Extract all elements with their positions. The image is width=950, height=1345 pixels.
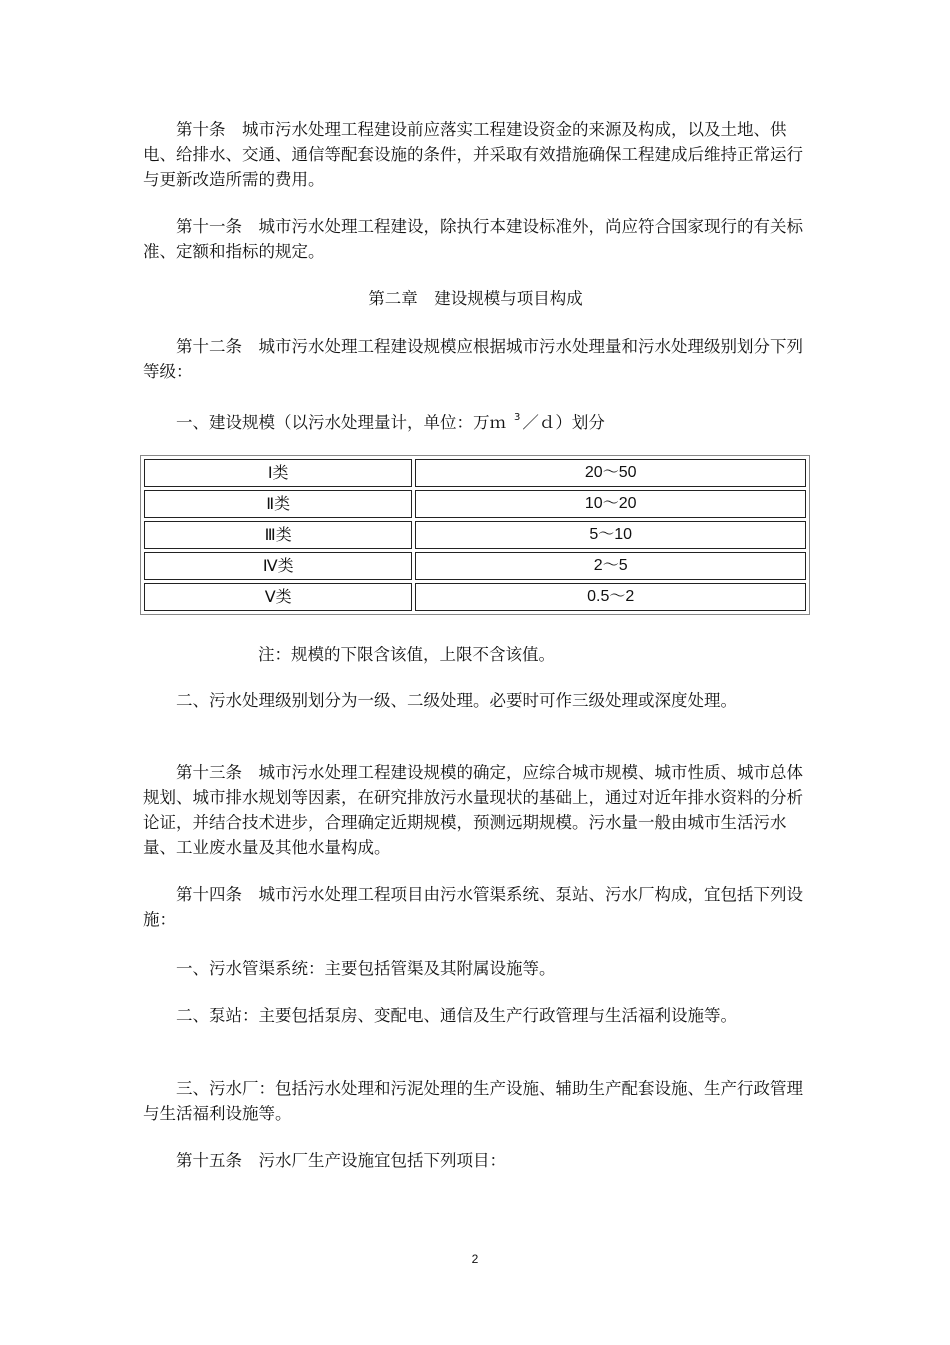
table-cell-class: Ⅲ类 [144,521,412,549]
table-row [144,521,806,549]
item-pump-station: 二、泵站：主要包括泵房、变配电、通信及生产行政管理与生活福利设施等。 [176,1006,737,1025]
scale-heading-text: 一、建设规模（以污水处理量计，单位：万ｍ [176,413,506,432]
table-cell-range: 10～20 [415,490,806,518]
table-cell-class: Ⅳ类 [144,552,412,580]
article-11: 第十一条 城市污水处理工程建设，除执行本建设标准外，尚应符合国家现行的有关标准、定额和指标的规定。 [143,217,803,261]
table-note: 注：规模的下限含该值，上限不含该值。 [258,645,555,664]
treatment-level-paragraph: 二、污水处理级别划分为一级、二级处理。必要时可作三级处理或深度处理。 [176,691,737,710]
table-cell-range: 2～5 [415,552,806,580]
item-treatment-plant: 三、污水厂：包括污水处理和污泥处理的生产设施、辅助生产配套设施、生产行政管理与生活福利设施等。 [143,1079,803,1123]
table-cell-range: 5～10 [415,521,806,549]
table-row [144,459,806,487]
article-13: 第十三条 城市污水处理工程建设规模的确定，应综合城市规模、城市性质、城市总体规划、城市排水规划等因素，在研究排放污水量现状的基础上，通过对近年排水资料的分析论证，并结合技术进步，合理确定近期规模，预测远期规模。污水量一般由城市生活污水量、工业废水量及其他水量构成。 [143,763,803,857]
item-pipe-system: 一、污水管渠系统：主要包括管渠及其附属设施等。 [176,959,556,978]
page-number: 2 [471,1252,479,1266]
table-cell-class: Ⅴ类 [144,583,412,611]
scale-table [140,455,810,615]
superscript-3: 3 [514,412,521,423]
table-row [144,490,806,518]
article-10: 第十条 城市污水处理工程建设前应落实工程建设资金的来源及构成，以及土地、供电、给排水、交通、通信等配套设施的条件，并采取有效措施确保工程建成后维持正常运行与更新改造所需的费用。 [143,120,803,189]
scale-heading-unit: ／ｄ）划分 [522,413,605,432]
table-cell-range: 20～50 [415,459,806,487]
table-row [144,583,806,611]
scale-heading [143,405,808,435]
table-cell-range: 0.5～2 [415,583,806,611]
table-cell-class: Ⅱ类 [144,490,412,518]
article-12: 第十二条 城市污水处理工程建设规模应根据城市污水处理量和污水处理级别划分下列等级： [143,337,803,381]
chapter-title: 第二章 建设规模与项目构成 [368,289,583,308]
table-cell-class: Ⅰ类 [144,459,412,487]
article-15: 第十五条 污水厂生产设施宜包括下列项目： [176,1151,506,1170]
table-row [144,552,806,580]
article-14: 第十四条 城市污水处理工程项目由污水管渠系统、泵站、污水厂构成，宜包括下列设施： [143,885,803,929]
